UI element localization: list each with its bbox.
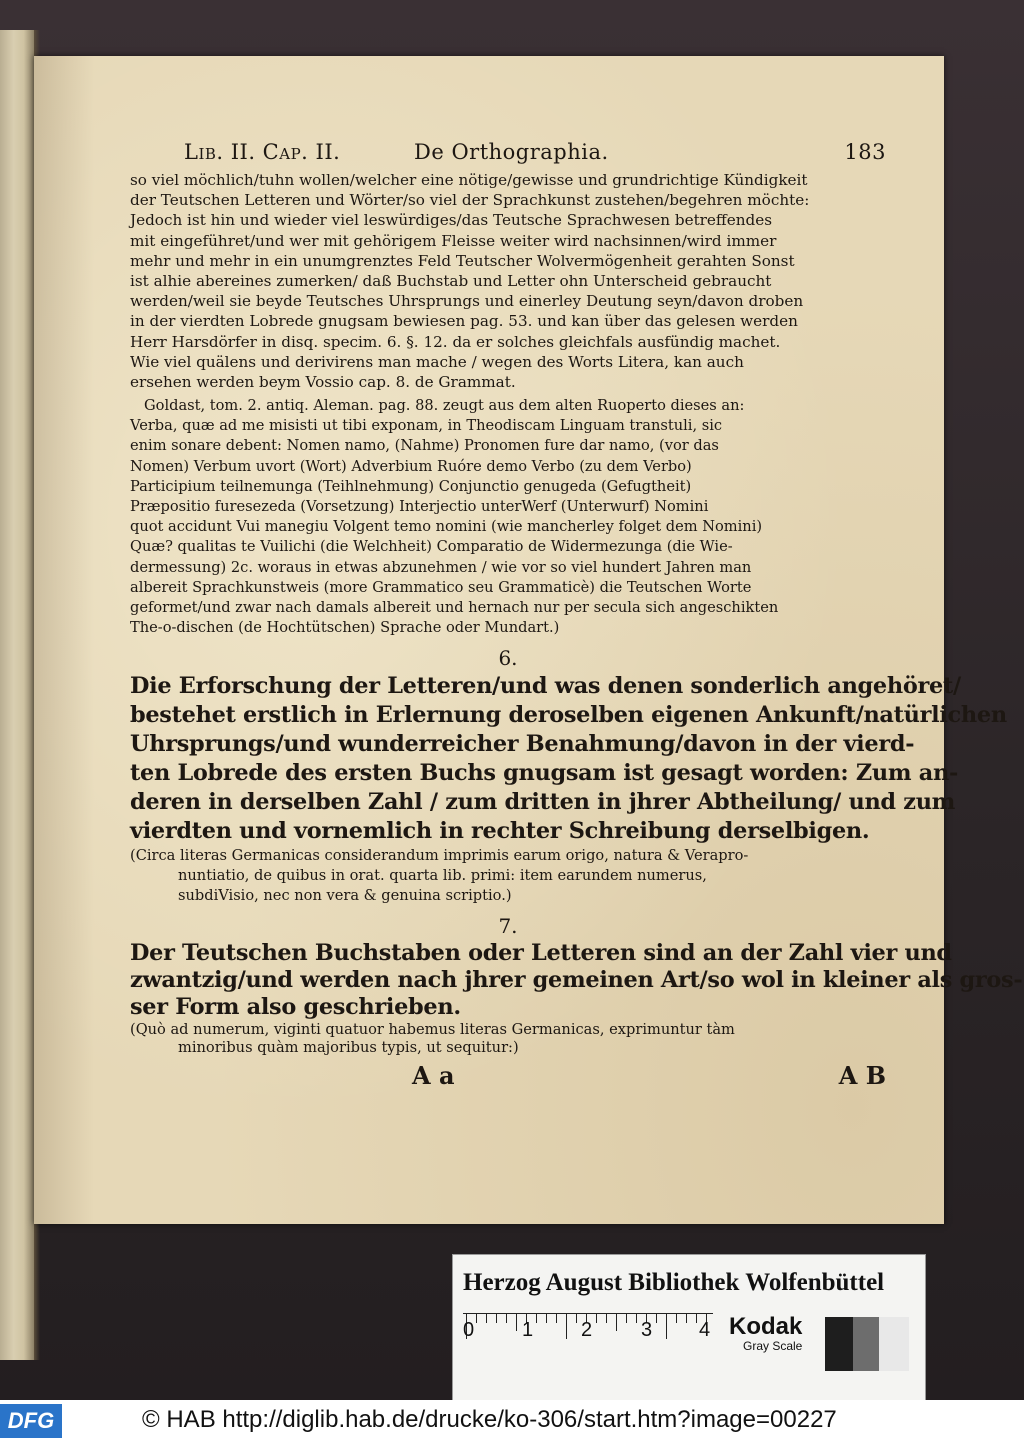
text-line: deren in derselben Zahl / zum dritten in jhrer Abtheilung/ und zum — [130, 789, 956, 816]
text-line: The-o-dischen (de Hochtütschen) Sprache oder Mundart.) — [130, 619, 560, 637]
book-page-edge — [0, 30, 34, 1360]
text-line: Quæ? qualitas te Vuilichi (die Welchheit) Comparatio de Widermezunga (die Wie- — [130, 538, 733, 556]
ruler-number: 3 — [641, 1319, 653, 1341]
text-line: so viel möchlich/tuhn wollen/welcher eine nötige/gewisse und grundrichtige Kündigkeit — [130, 171, 808, 189]
text-line: Goldast, tom. 2. antiq. Aleman. pag. 88. zeugt aus dem alten Ruoperto dieses an: — [144, 397, 745, 415]
text-line: Die Erforschung der Letteren/und was denen sonderlich angehöret/ — [130, 673, 961, 700]
ruler-tick — [626, 1313, 627, 1323]
text-line: zwantzig/und werden nach jhrer gemeinen Art/so wol in kleiner als gros- — [130, 967, 1023, 994]
section-6-latin — [130, 846, 886, 906]
section-6-text — [130, 672, 1007, 846]
text-line: werden/weil sie beyde Teutsches Uhrsprungs und einerley Deutung seyn/davon droben — [130, 292, 804, 311]
text-line: Herr Harsdörfer in disq. specim. 6. §. 12. da er solches gleichfals ausfündig machet. — [130, 332, 781, 351]
section-number-6: 6. — [498, 646, 518, 671]
text-line: mit eingeführet/und wer mit gehörigem Fleisse weiter wird nachsinnen/wird immer — [130, 231, 777, 250]
text-line: enim sonare debent: Nomen namo, (Nahme) Pronomen fure dar namo, (vor das — [130, 437, 719, 455]
ruler-tick — [496, 1313, 497, 1323]
text-line: Verba, quæ ad me misisti ut tibi exponam, in Theodiscam Linguam transtuli, sic — [130, 417, 723, 435]
paragraph-2 — [130, 396, 886, 638]
library-label-title: Herzog August Bibliothek Wolfenbüttel — [463, 1269, 885, 1296]
text-line: Participium teilnemunga (Teihlnehmung) Conjunctio genugeda (Gefugtheit) — [130, 477, 692, 495]
section-7-latin — [130, 1021, 886, 1057]
ruler-scale — [463, 1313, 723, 1359]
running-head-center: De Orthographia. — [414, 140, 609, 164]
ruler-tick — [596, 1313, 597, 1323]
ruler-number: 2 — [581, 1319, 593, 1341]
text-line: Præpositio furesezeda (Vorsetzung) Interjectio unterWerf (Unterwurf) Nomini — [130, 498, 709, 515]
ruler-tick — [536, 1313, 537, 1323]
kodak-logo — [729, 1315, 802, 1353]
text-line: albereit Sprachkunstweis (more Grammatico seu Grammaticè) die Teutschen Worte — [130, 578, 752, 596]
text-line: der Teutschen Letteren und Wörter/so viel der Sprachkunst zustehen/begehren möchte: — [130, 191, 810, 210]
catchwords — [130, 1061, 886, 1095]
text-line: Wie viel quälens und derivirens man mache / wegen des Worts Litera, kan auch — [130, 352, 744, 371]
ruler-number: 0 — [463, 1319, 475, 1341]
text-line: mehr und mehr in ein unumgrenztes Feld Teutscher Wolvermögenheit gerahten Sonst — [130, 251, 795, 270]
text-line: geformet/und zwar nach damals albereit und hernach nur per secula sich angeschikten — [130, 598, 779, 616]
page-number: 183 — [844, 140, 886, 164]
library-label-card — [452, 1254, 926, 1404]
gray-swatch-black — [825, 1317, 853, 1371]
text-line: ten Lobrede des ersten Buchs gnugsam ist gesagt worden: Zum an- — [130, 760, 958, 787]
text-line: subdiVisio, nec non vera & genuina scriptio.) — [178, 887, 512, 905]
ruler-tick — [506, 1313, 507, 1323]
text-line: (Quò ad numerum, viginti quatuor habemus literas Germanicas, exprimuntur tàm — [130, 1021, 735, 1039]
ruler-tick — [616, 1313, 617, 1331]
ruler-tick — [556, 1313, 557, 1323]
paragraph-1 — [130, 170, 886, 392]
section-number-7: 7. — [498, 914, 518, 939]
footer-bar — [0, 1400, 1024, 1442]
kodak-subtitle: Gray Scale — [743, 1339, 803, 1353]
ruler-tick — [666, 1313, 667, 1339]
text-line: nuntiatio, de quibus in orat. quarta lib. primi: item earundem numerus, — [178, 867, 707, 885]
kodak-name: Kodak — [729, 1313, 803, 1340]
catchword-left: A a — [412, 1061, 455, 1091]
running-head — [130, 140, 886, 168]
ruler-tick — [516, 1313, 517, 1331]
text-line: in der vierdten Lobrede gnugsam bewiesen pag. 53. und kan über das gelesen werden — [130, 312, 798, 331]
text-line: Nomen) Verbum uvort (Wort) Adverbium Ruóre demo Verbo (zu dem Verbo) — [130, 457, 692, 475]
text-line: ist alhie abereines zumerken/ daß Buchstab und Letter ohn Unterscheid gebraucht — [130, 271, 772, 290]
ruler-tick — [606, 1313, 607, 1323]
text-line: Der Teutschen Buchstaben oder Letteren sind an der Zahl vier und — [130, 940, 952, 967]
catchword-right: A B — [838, 1061, 886, 1091]
ruler-tick — [546, 1313, 547, 1323]
text-line: (Circa literas Germanicas considerandum imprimis earum origo, natura & Verapro- — [130, 847, 749, 865]
ruler-number: 1 — [522, 1319, 534, 1341]
gray-swatch-mid — [853, 1317, 879, 1371]
text-block — [130, 140, 1023, 1095]
section-7-text — [130, 940, 1023, 1021]
text-line: minoribus quàm majoribus typis, ut sequitur:) — [178, 1039, 519, 1057]
text-line: ersehen werden beym Vossio cap. 8. de Grammat. — [130, 372, 516, 391]
text-line: vierdten und vornemlich in rechter Schreibung derselbigen. — [130, 818, 870, 845]
text-line: ser Form also geschrieben. — [130, 994, 461, 1021]
ruler-tick — [486, 1313, 487, 1323]
text-line: bestehet erstlich in Erlernung deroselben eigenen Ankunft/natürlichen — [130, 702, 1007, 729]
text-line: dermessung) 2c. woraus in etwas abzunehmen / wie vor so viel hundert Jahren man — [130, 558, 752, 576]
ruler-tick — [576, 1313, 577, 1323]
book-page — [34, 56, 1023, 1224]
ruler-tick — [676, 1313, 677, 1323]
ruler-tick — [476, 1313, 477, 1323]
ruler-tick — [656, 1313, 657, 1323]
text-line: Uhrsprungs/und wunderreicher Benahmung/davon in der vierd- — [130, 731, 915, 758]
running-head-left: Lib. II. Cap. II. — [184, 140, 341, 164]
ruler-tick — [566, 1313, 567, 1339]
text-line: quot accidunt Vui manegiu Volgent temo nomini (wie mancherley folget dem Nomini) — [130, 518, 763, 536]
text-line: Jedoch ist hin und wieder viel leswürdiges/das Teutsche Sprachwesen betreffendes — [130, 211, 772, 230]
ruler-number: 4 — [699, 1319, 711, 1341]
dfg-logo: DFG — [0, 1404, 62, 1438]
gray-swatch-white — [879, 1317, 909, 1371]
ruler-tick — [696, 1313, 697, 1323]
ruler-tick — [686, 1313, 687, 1323]
ruler-tick — [636, 1313, 637, 1323]
copyright-link[interactable]: © HAB http://diglib.hab.de/drucke/ko-306/start.htm?image=00227 — [142, 1406, 837, 1433]
